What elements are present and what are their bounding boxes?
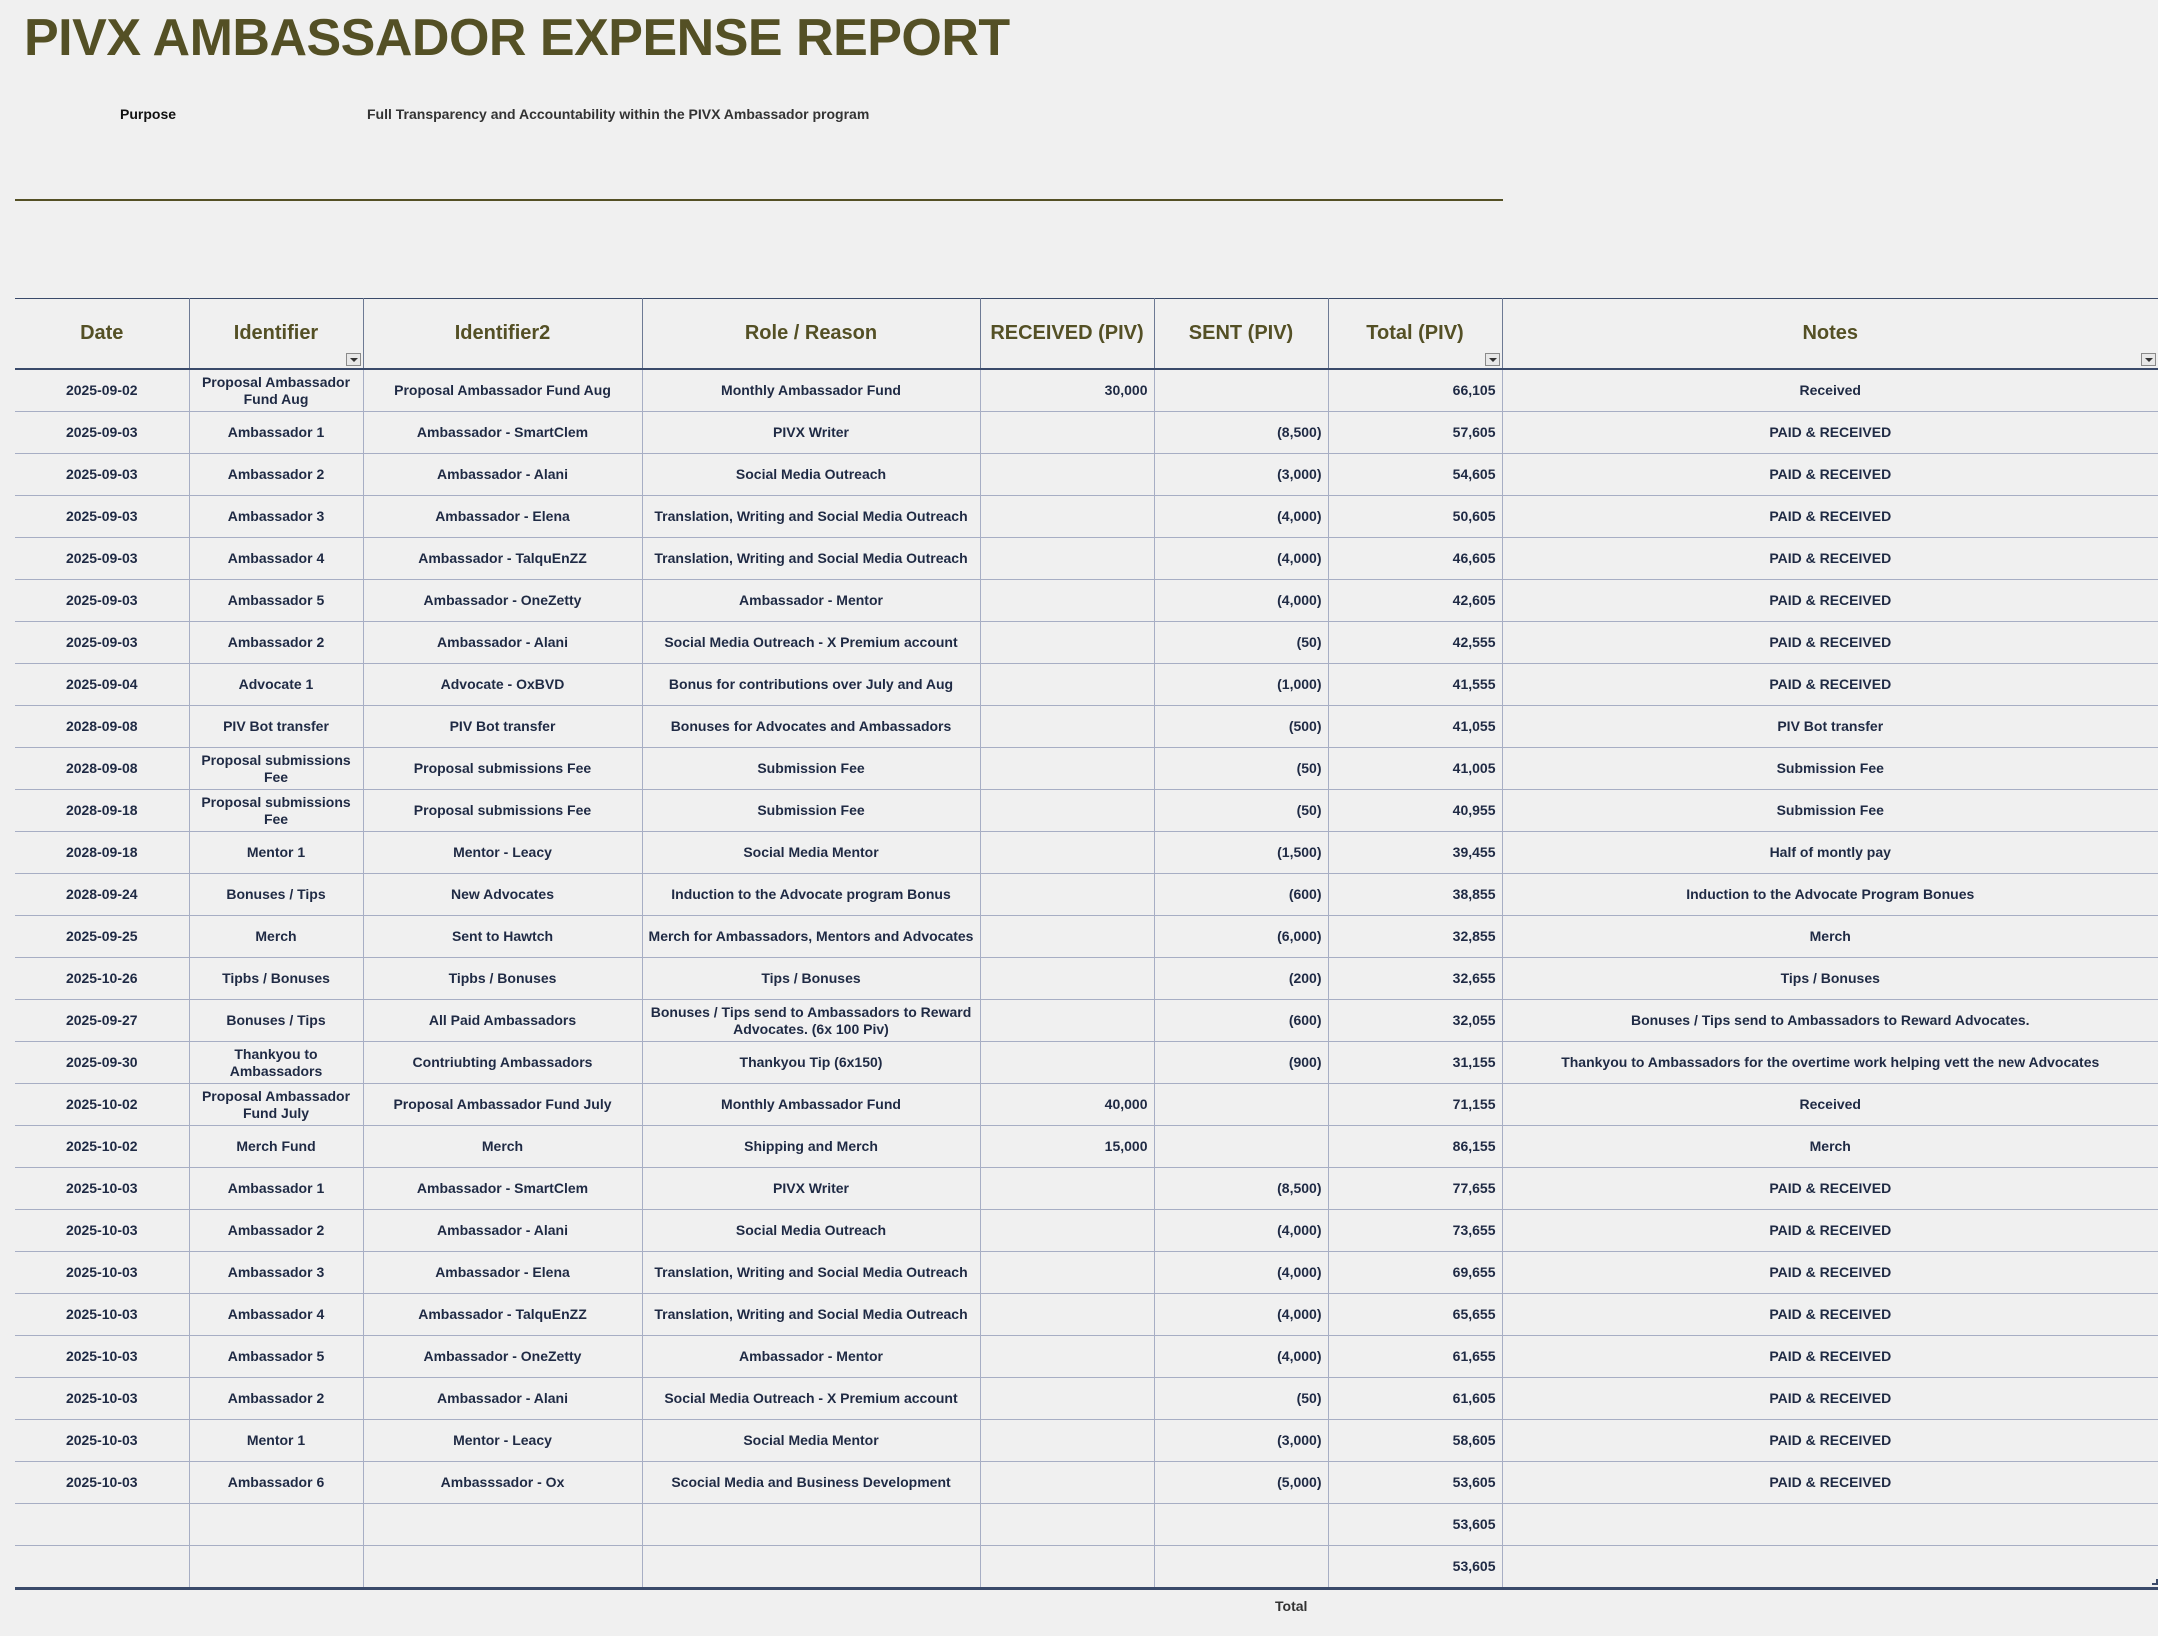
cell-total[interactable]: 61,605 [1328,1378,1502,1420]
cell-role-reason[interactable]: Social Media Mentor [642,1420,980,1462]
cell-notes[interactable]: PAID & RECEIVED [1502,412,2158,454]
cell-identifier2[interactable]: Ambassador - OneZetty [363,1336,642,1378]
cell-date[interactable]: 2025-09-27 [15,1000,189,1042]
cell-role-reason[interactable]: Bonuses / Tips send to Ambassadors to Reward Advocates. (6x 100 Piv) [642,1000,980,1042]
cell-role-reason[interactable]: Bonuses for Advocates and Ambassadors [642,706,980,748]
cell-role-reason[interactable]: PIVX Writer [642,412,980,454]
cell-received[interactable] [980,664,1154,706]
cell-role-reason[interactable]: Social Media Outreach - X Premium account [642,1378,980,1420]
cell-received[interactable] [980,874,1154,916]
cell-identifier2[interactable]: Mentor - Leacy [363,1420,642,1462]
cell-identifier[interactable]: Ambassador 5 [189,1336,363,1378]
cell-sent[interactable]: (50) [1154,622,1328,664]
cell-identifier[interactable]: Proposal submissions Fee [189,790,363,832]
cell-identifier[interactable]: Merch [189,916,363,958]
cell-identifier2[interactable]: All Paid Ambassadors [363,1000,642,1042]
cell-identifier2[interactable] [363,1504,642,1546]
cell-date[interactable]: 2025-09-02 [15,369,189,412]
cell-date[interactable]: 2028-09-18 [15,832,189,874]
cell-role-reason[interactable]: Bonus for contributions over July and Aug [642,664,980,706]
cell-date[interactable]: 2025-09-03 [15,538,189,580]
cell-total[interactable]: 53,605 [1328,1462,1502,1504]
cell-received[interactable] [980,454,1154,496]
cell-identifier2[interactable]: Ambassador - Alani [363,1210,642,1252]
cell-role-reason[interactable]: Shipping and Merch [642,1126,980,1168]
column-header-label: Date [80,322,124,344]
cell-received[interactable] [980,1252,1154,1294]
cell-identifier2[interactable]: Ambasssador - Ox [363,1462,642,1504]
table-row [15,1378,2158,1420]
cell-total[interactable]: 42,605 [1328,580,1502,622]
cell-identifier2[interactable]: Ambassador - SmartClem [363,1168,642,1210]
cell-identifier[interactable]: Ambassador 2 [189,454,363,496]
table-row [15,1084,2158,1126]
cell-sent[interactable]: (1,000) [1154,664,1328,706]
cell-identifier[interactable]: Proposal Ambassador Fund Aug [189,369,363,412]
column-header-label: Role / Reason [744,322,878,344]
cell-identifier[interactable]: Proposal Ambassador Fund July [189,1084,363,1126]
table-row [15,454,2158,496]
cell-sent[interactable]: (4,000) [1154,1294,1328,1336]
cell-identifier2[interactable]: Proposal submissions Fee [363,790,642,832]
table-row [15,622,2158,664]
cell-received[interactable] [980,1378,1154,1420]
cell-total[interactable]: 42,555 [1328,622,1502,664]
table-row [15,1336,2158,1378]
cell-identifier[interactable]: Thankyou to Ambassadors [189,1042,363,1084]
cell-sent[interactable]: (4,000) [1154,1336,1328,1378]
cell-identifier[interactable]: Ambassador 6 [189,1462,363,1504]
cell-notes[interactable]: Merch [1502,1126,2158,1168]
cell-received[interactable] [980,706,1154,748]
table-row [15,1042,2158,1084]
cell-identifier[interactable]: Ambassador 2 [189,1210,363,1252]
cell-date[interactable]: 2028-09-08 [15,748,189,790]
cell-notes[interactable]: Received [1502,1084,2158,1126]
column-header-role-reason[interactable] [642,299,980,370]
expense-table [15,298,2158,1590]
column-header-total[interactable] [1328,299,1502,370]
cell-total[interactable]: 69,655 [1328,1252,1502,1294]
cell-identifier[interactable]: Ambassador 4 [189,538,363,580]
cell-sent[interactable]: (4,000) [1154,1210,1328,1252]
cell-sent[interactable] [1154,1546,1328,1589]
cell-date[interactable]: 2028-09-18 [15,790,189,832]
cell-notes[interactable]: Induction to the Advocate Program Bonues [1502,874,2158,916]
table-row [15,1504,2158,1546]
cell-identifier2[interactable]: Merch [363,1126,642,1168]
cell-notes[interactable]: Submission Fee [1502,748,2158,790]
cell-total[interactable]: 41,005 [1328,748,1502,790]
cell-identifier[interactable]: Merch Fund [189,1126,363,1168]
cell-notes[interactable]: Submission Fee [1502,790,2158,832]
cell-total[interactable]: 66,105 [1328,369,1502,412]
table-row [15,916,2158,958]
cell-total[interactable]: 58,605 [1328,1420,1502,1462]
table-row [15,1420,2158,1462]
cell-identifier2[interactable]: Advocate - OxBVD [363,664,642,706]
column-header-label: Total (PIV) [1366,322,1464,344]
column-header-label: SENT (PIV) [1188,322,1294,344]
cell-date[interactable]: 2025-09-04 [15,664,189,706]
cell-sent[interactable]: (4,000) [1154,1252,1328,1294]
cell-date[interactable]: 2025-09-03 [15,622,189,664]
cell-total[interactable]: 39,455 [1328,832,1502,874]
cell-received[interactable]: 30,000 [980,369,1154,412]
cell-notes[interactable]: PAID & RECEIVED [1502,1462,2158,1504]
cell-identifier[interactable]: Bonuses / Tips [189,874,363,916]
cell-received[interactable] [980,958,1154,1000]
cell-received[interactable]: 15,000 [980,1126,1154,1168]
cell-identifier[interactable]: Proposal submissions Fee [189,748,363,790]
cell-identifier2[interactable]: PIV Bot transfer [363,706,642,748]
cell-role-reason[interactable]: Scocial Media and Business Development [642,1462,980,1504]
dropdown-filter-icon[interactable] [1485,353,1500,366]
cell-role-reason[interactable] [642,1504,980,1546]
cell-identifier[interactable]: Tipbs / Bonuses [189,958,363,1000]
cell-date[interactable]: 2025-10-03 [15,1420,189,1462]
cell-role-reason[interactable]: Social Media Outreach [642,1210,980,1252]
cell-sent[interactable]: (50) [1154,1378,1328,1420]
cell-identifier2[interactable]: Proposal Ambassador Fund July [363,1084,642,1126]
column-header-date[interactable] [15,299,189,370]
cell-notes[interactable]: Thankyou to Ambassadors for the overtime work helping vett the new Advocates [1502,1042,2158,1084]
cell-identifier[interactable] [189,1546,363,1589]
cell-identifier2[interactable]: Ambassador - TalquEnZZ [363,538,642,580]
dropdown-filter-icon[interactable] [346,353,361,366]
cell-identifier[interactable]: Ambassador 2 [189,1378,363,1420]
cell-notes[interactable]: PAID & RECEIVED [1502,1168,2158,1210]
cell-received[interactable] [980,748,1154,790]
header-row [15,299,2158,370]
cell-sent[interactable]: (5,000) [1154,1462,1328,1504]
table-row [15,706,2158,748]
cell-total[interactable]: 41,555 [1328,664,1502,706]
cell-identifier2[interactable]: Contriubting Ambassadors [363,1042,642,1084]
cell-identifier2[interactable]: Ambassador - TalquEnZZ [363,1294,642,1336]
cell-total[interactable]: 53,605 [1328,1546,1502,1589]
cell-received[interactable] [980,1000,1154,1042]
cell-total[interactable]: 40,955 [1328,790,1502,832]
cell-role-reason[interactable]: Translation, Writing and Social Media Outreach [642,538,980,580]
cell-received[interactable] [980,1210,1154,1252]
cell-identifier[interactable]: PIV Bot transfer [189,706,363,748]
cell-identifier[interactable] [189,1504,363,1546]
cell-total[interactable]: 38,855 [1328,874,1502,916]
cell-identifier[interactable]: Mentor 1 [189,1420,363,1462]
cell-date[interactable]: 2025-09-03 [15,580,189,622]
cell-total[interactable]: 86,155 [1328,1126,1502,1168]
cell-sent[interactable]: (900) [1154,1042,1328,1084]
cell-received[interactable] [980,538,1154,580]
cell-received[interactable] [980,1420,1154,1462]
table-row [15,874,2158,916]
cell-total[interactable]: 46,605 [1328,538,1502,580]
cell-received[interactable] [980,1504,1154,1546]
cell-date[interactable]: 2025-09-03 [15,412,189,454]
cell-notes[interactable]: PAID & RECEIVED [1502,1294,2158,1336]
cell-total[interactable]: 53,605 [1328,1504,1502,1546]
cell-sent[interactable]: (1,500) [1154,832,1328,874]
cell-identifier2[interactable]: Ambassador - Elena [363,1252,642,1294]
cell-identifier[interactable]: Mentor 1 [189,832,363,874]
cell-received[interactable] [980,412,1154,454]
cell-identifier2[interactable]: Sent to Hawtch [363,916,642,958]
cell-received[interactable] [980,580,1154,622]
table-row [15,664,2158,706]
cell-identifier[interactable]: Ambassador 2 [189,622,363,664]
cell-sent[interactable]: (6,000) [1154,916,1328,958]
cell-sent[interactable]: (4,000) [1154,496,1328,538]
column-header-identifier2[interactable] [363,299,642,370]
cell-notes[interactable] [1502,1504,2158,1546]
cell-date[interactable]: 2025-09-30 [15,1042,189,1084]
table-row [15,832,2158,874]
cell-role-reason[interactable]: Monthly Ambassador Fund [642,1084,980,1126]
cell-total[interactable]: 41,055 [1328,706,1502,748]
cell-received[interactable] [980,496,1154,538]
column-header-label: RECEIVED (PIV) [990,322,1144,344]
cell-notes[interactable]: PAID & RECEIVED [1502,496,2158,538]
cell-total[interactable]: 65,655 [1328,1294,1502,1336]
total-label: Total [1275,1598,1308,1614]
cell-identifier[interactable]: Bonuses / Tips [189,1000,363,1042]
dropdown-filter-icon[interactable] [2141,353,2156,366]
cell-total[interactable]: 54,605 [1328,454,1502,496]
cell-total[interactable]: 32,855 [1328,916,1502,958]
cell-total[interactable]: 31,155 [1328,1042,1502,1084]
cell-notes[interactable]: Tips / Bonuses [1502,958,2158,1000]
table-row [15,369,2158,412]
cell-notes[interactable]: PIV Bot transfer [1502,706,2158,748]
cell-received[interactable] [980,1042,1154,1084]
cell-notes[interactable]: PAID & RECEIVED [1502,1336,2158,1378]
table-row [15,1462,2158,1504]
cell-role-reason[interactable]: Ambassador - Mentor [642,580,980,622]
table-row [15,538,2158,580]
column-header-label: Notes [1802,322,1859,344]
cell-date[interactable] [15,1546,189,1589]
table-row [15,1126,2158,1168]
purpose-value: Full Transparency and Accountability within the PIVX Ambassador program [367,106,870,122]
cell-role-reason[interactable]: Submission Fee [642,790,980,832]
cell-date[interactable]: 2025-09-03 [15,496,189,538]
cell-total[interactable]: 73,655 [1328,1210,1502,1252]
cell-role-reason[interactable] [642,1546,980,1589]
cell-date[interactable]: 2025-10-03 [15,1462,189,1504]
cell-sent[interactable]: (50) [1154,790,1328,832]
cell-identifier2[interactable]: Ambassador - Alani [363,622,642,664]
cell-date[interactable]: 2025-10-03 [15,1168,189,1210]
cell-role-reason[interactable]: Translation, Writing and Social Media Outreach [642,496,980,538]
cell-date[interactable]: 2025-10-03 [15,1294,189,1336]
cell-date[interactable] [15,1504,189,1546]
cell-identifier2[interactable]: Proposal submissions Fee [363,748,642,790]
cell-notes[interactable]: PAID & RECEIVED [1502,538,2158,580]
cell-sent[interactable]: (3,000) [1154,1420,1328,1462]
cell-notes[interactable]: Bonuses / Tips send to Ambassadors to Reward Advocates. [1502,1000,2158,1042]
cell-received[interactable]: 40,000 [980,1084,1154,1126]
cell-notes[interactable]: PAID & RECEIVED [1502,1378,2158,1420]
table-row [15,496,2158,538]
cell-identifier2[interactable] [363,1546,642,1589]
table-row [15,748,2158,790]
cell-role-reason[interactable]: Translation, Writing and Social Media Outreach [642,1294,980,1336]
report-title: PIVX AMBASSADOR EXPENSE REPORT [24,9,1010,67]
cell-total[interactable]: 57,605 [1328,412,1502,454]
cell-identifier[interactable]: Ambassador 3 [189,1252,363,1294]
cell-sent[interactable] [1154,1126,1328,1168]
cell-identifier[interactable]: Ambassador 1 [189,1168,363,1210]
cell-received[interactable] [980,790,1154,832]
cell-identifier2[interactable]: Ambassador - SmartClem [363,412,642,454]
cell-notes[interactable]: Half of montly pay [1502,832,2158,874]
cell-notes[interactable]: PAID & RECEIVED [1502,622,2158,664]
table-row [15,1546,2158,1589]
cell-sent[interactable]: (200) [1154,958,1328,1000]
cell-total[interactable]: 32,655 [1328,958,1502,1000]
cell-date[interactable]: 2025-10-02 [15,1126,189,1168]
cell-notes[interactable]: PAID & RECEIVED [1502,454,2158,496]
cell-identifier[interactable]: Ambassador 5 [189,580,363,622]
cell-notes[interactable] [1502,1546,2158,1589]
cell-date[interactable]: 2028-09-08 [15,706,189,748]
cell-role-reason[interactable]: Social Media Mentor [642,832,980,874]
purpose-label: Purpose [120,106,177,122]
table-row [15,790,2158,832]
column-header-label: Identifier [233,322,319,344]
cell-role-reason[interactable]: Social Media Outreach - X Premium account [642,622,980,664]
table-row [15,580,2158,622]
cell-received[interactable] [980,1168,1154,1210]
cell-received[interactable] [980,622,1154,664]
table-row [15,1168,2158,1210]
cell-role-reason[interactable]: Merch for Ambassadors, Mentors and Advocates [642,916,980,958]
cell-total[interactable]: 77,655 [1328,1168,1502,1210]
cell-received[interactable] [980,916,1154,958]
cell-sent[interactable]: (4,000) [1154,538,1328,580]
cell-date[interactable]: 2025-10-03 [15,1252,189,1294]
cell-date[interactable]: 2028-09-24 [15,874,189,916]
cell-date[interactable]: 2025-10-03 [15,1336,189,1378]
cell-identifier2[interactable]: New Advocates [363,874,642,916]
cell-notes[interactable]: PAID & RECEIVED [1502,1420,2158,1462]
column-header-sent[interactable] [1154,299,1328,370]
cell-identifier[interactable]: Advocate 1 [189,664,363,706]
cell-identifier2[interactable]: Mentor - Leacy [363,832,642,874]
cell-role-reason[interactable]: Submission Fee [642,748,980,790]
table-resize-handle[interactable] [2152,1579,2158,1585]
cell-total[interactable]: 32,055 [1328,1000,1502,1042]
cell-sent[interactable]: (600) [1154,874,1328,916]
cell-identifier[interactable]: Ambassador 1 [189,412,363,454]
cell-total[interactable]: 50,605 [1328,496,1502,538]
cell-date[interactable]: 2025-09-25 [15,916,189,958]
cell-total[interactable]: 61,655 [1328,1336,1502,1378]
cell-notes[interactable]: PAID & RECEIVED [1502,580,2158,622]
column-header-received[interactable] [980,299,1154,370]
cell-received[interactable] [980,1462,1154,1504]
cell-role-reason[interactable]: Tips / Bonuses [642,958,980,1000]
cell-identifier[interactable]: Ambassador 3 [189,496,363,538]
cell-notes[interactable]: PAID & RECEIVED [1502,1210,2158,1252]
column-header-notes[interactable] [1502,299,2158,370]
cell-sent[interactable]: (8,500) [1154,412,1328,454]
cell-sent[interactable]: (4,000) [1154,580,1328,622]
cell-role-reason[interactable]: Monthly Ambassador Fund [642,369,980,412]
cell-received[interactable] [980,1336,1154,1378]
cell-sent[interactable]: (50) [1154,748,1328,790]
cell-identifier2[interactable]: Ambassador - Elena [363,496,642,538]
cell-sent[interactable] [1154,1504,1328,1546]
cell-sent[interactable]: (8,500) [1154,1168,1328,1210]
cell-sent[interactable] [1154,369,1328,412]
cell-identifier2[interactable]: Ambassador - Alani [363,454,642,496]
table-row [15,1000,2158,1042]
cell-total[interactable]: 71,155 [1328,1084,1502,1126]
table-row [15,958,2158,1000]
cell-sent[interactable]: (3,000) [1154,454,1328,496]
table-row [15,1294,2158,1336]
cell-role-reason[interactable]: PIVX Writer [642,1168,980,1210]
cell-role-reason[interactable]: Translation, Writing and Social Media Outreach [642,1252,980,1294]
table-body [15,369,2158,1589]
cell-identifier2[interactable]: Ambassador - OneZetty [363,580,642,622]
cell-received[interactable] [980,832,1154,874]
cell-sent[interactable]: (600) [1154,1000,1328,1042]
cell-identifier2[interactable]: Proposal Ambassador Fund Aug [363,369,642,412]
cell-received[interactable] [980,1546,1154,1589]
table-row [15,412,2158,454]
column-header-identifier[interactable] [189,299,363,370]
title-divider [15,199,1503,201]
cell-role-reason[interactable]: Thankyou Tip (6x150) [642,1042,980,1084]
cell-notes[interactable]: PAID & RECEIVED [1502,664,2158,706]
cell-received[interactable] [980,1294,1154,1336]
cell-role-reason[interactable]: Induction to the Advocate program Bonus [642,874,980,916]
table-row [15,1252,2158,1294]
cell-date[interactable]: 2025-10-26 [15,958,189,1000]
cell-notes[interactable]: Received [1502,369,2158,412]
cell-role-reason[interactable]: Social Media Outreach [642,454,980,496]
cell-identifier2[interactable]: Tipbs / Bonuses [363,958,642,1000]
table-row [15,1210,2158,1252]
cell-identifier2[interactable]: Ambassador - Alani [363,1378,642,1420]
cell-notes[interactable]: Merch [1502,916,2158,958]
cell-date[interactable]: 2025-10-03 [15,1210,189,1252]
cell-date[interactable]: 2025-09-03 [15,454,189,496]
cell-sent[interactable] [1154,1084,1328,1126]
cell-date[interactable]: 2025-10-03 [15,1378,189,1420]
column-header-label: Identifier2 [454,322,551,344]
cell-notes[interactable]: PAID & RECEIVED [1502,1252,2158,1294]
cell-role-reason[interactable]: Ambassador - Mentor [642,1336,980,1378]
cell-date[interactable]: 2025-10-02 [15,1084,189,1126]
cell-sent[interactable]: (500) [1154,706,1328,748]
cell-identifier[interactable]: Ambassador 4 [189,1294,363,1336]
